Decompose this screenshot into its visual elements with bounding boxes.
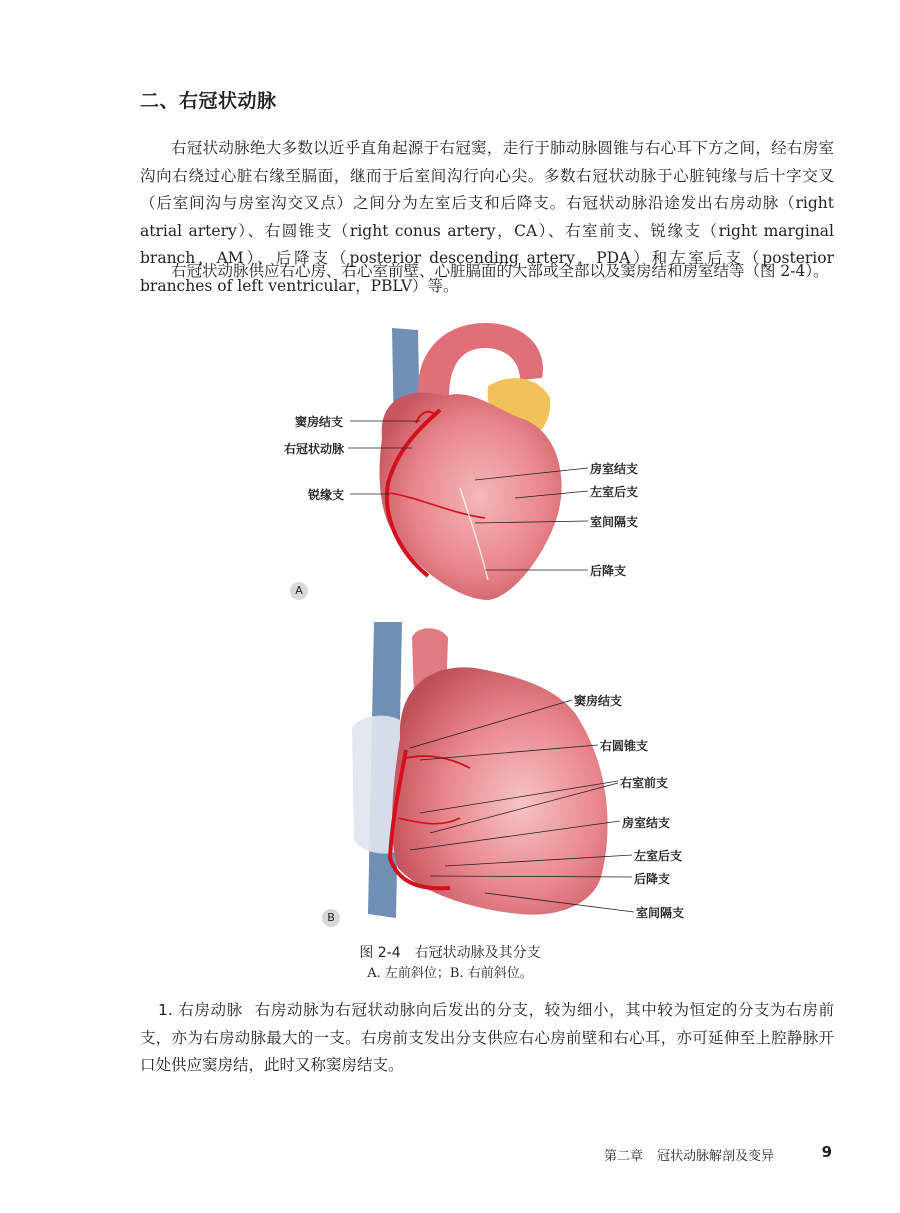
figure-caption-subtitle: A. 左前斜位；B. 右前斜位。 [367, 966, 533, 981]
label-sinoatrial-branch: 窦房结支 [295, 415, 344, 429]
page-number: 9 [821, 1143, 832, 1161]
panel-a-badge: A [290, 582, 308, 600]
figure-panel-b [270, 618, 710, 930]
figure-title: 右冠状动脉及其分支 [414, 945, 541, 961]
figure-panel-a [270, 318, 710, 608]
label-av-node-branch: 房室结支 [590, 462, 639, 476]
label-pda: 后降支 [590, 564, 627, 578]
label-rca: 右冠状动脉 [284, 442, 345, 456]
heart-illustration-left-oblique [270, 318, 710, 608]
paragraph-rca-supply: 右冠状动脉供应右心房、右心室前壁、心脏膈面的大部或全部以及窦房结和房室结等（图 2-4）。 [171, 262, 829, 280]
label-lv-posterior-branch: 左室后支 [634, 849, 683, 863]
figure-number: 图 2-4 [359, 945, 401, 961]
label-septal-branch: 室间隔支 [590, 515, 639, 529]
page-footer [0, 1143, 900, 1163]
section-heading: 二、右冠状动脉 [140, 90, 277, 112]
label-pda: 后降支 [634, 872, 671, 886]
paragraph-right-atrial-artery [140, 997, 834, 1080]
paragraph-body: 右房动脉为右冠状动脉向后发出的分支，较为细小，其中较为恒定的分支为右房前支，亦为右房动脉最大的一支。右房前支发出分支供应右心房前壁和右心耳，亦可延伸至上腔静脉开口处供应窦房结，此时又称窦房结支。 [140, 1001, 834, 1074]
panel-b-badge: B [322, 909, 340, 927]
paragraph-rca-course: 右冠状动脉绝大多数以近乎直角起源于右冠窦，走行于肺动脉圆锥与右心耳下方之间，经右房室沟向右绕过心脏右缘至膈面，继而于后室间沟行向心尖。多数右冠状动脉于心脏钝缘与后十字交叉（后室间沟与房室沟交叉点）之间分为左室后支和后降支。右冠状动脉沿途发出右房动脉（right atrial artery）、右圆锥支（right conus artery，CA）、右室前支、锐缘支（right marginal branch，AM）、后降支（posterior descending artery，PDA）和左室后支（posterior branches of left ventricular，PBLV）等。 [140, 139, 834, 295]
label-conus-branch: 右圆锥支 [600, 739, 649, 753]
subsection-term: 1. 右房动脉 [158, 1001, 243, 1019]
chapter-title: 冠状动脉解剖及变异 [656, 1149, 774, 1164]
label-septal-branch: 室间隔支 [636, 906, 685, 920]
label-marginal-branch: 锐缘支 [308, 488, 345, 502]
label-av-node-branch: 房室结支 [622, 816, 671, 830]
chapter-number: 第二章 [603, 1149, 643, 1164]
label-rv-anterior-branch: 右室前支 [620, 776, 669, 790]
running-footer-chapter [604, 1145, 774, 1164]
label-sinoatrial-branch: 窦房结支 [574, 694, 623, 708]
label-lv-posterior-branch: 左室后支 [590, 485, 639, 499]
figure-caption-title [0, 942, 900, 962]
